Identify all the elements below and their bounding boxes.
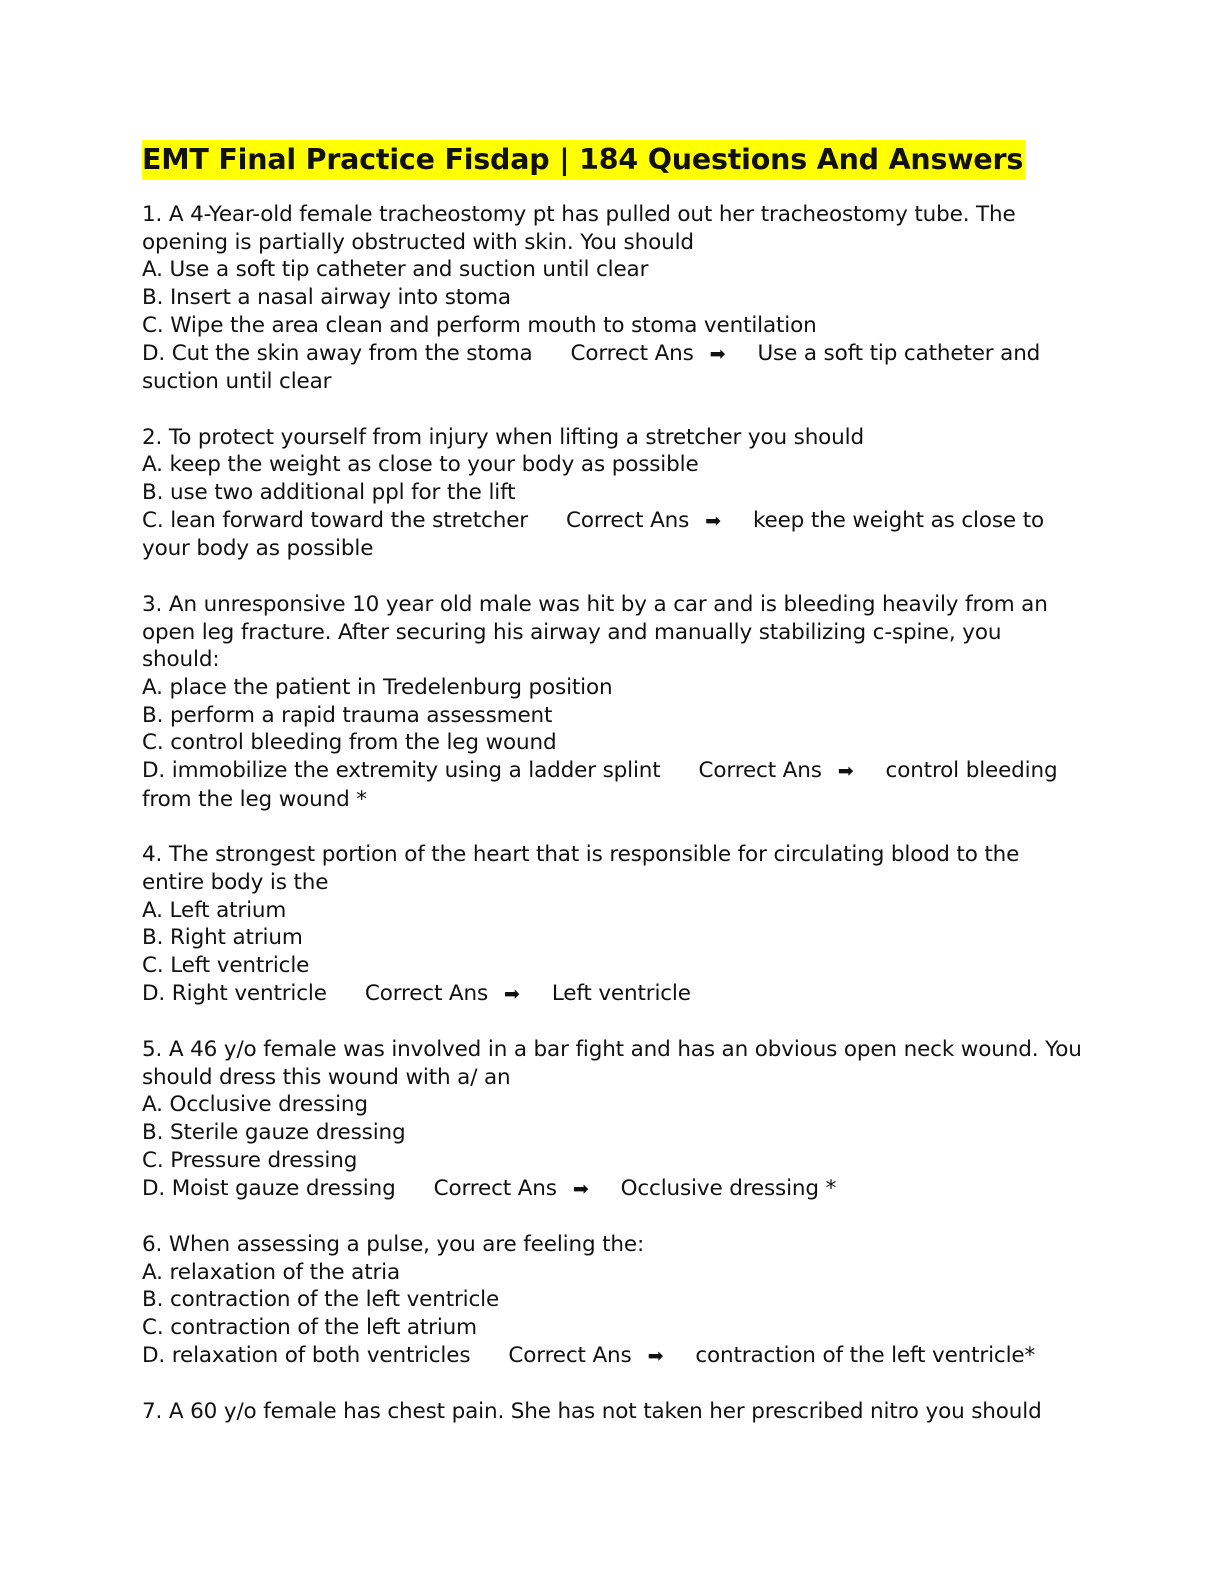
answer-option [142, 1342, 1082, 1371]
answer-option [142, 757, 1082, 813]
correct-answer-text: control bleeding from the leg wound * [142, 758, 1058, 812]
answer-option [142, 1091, 1082, 1119]
option-text: B. perform a rapid trauma assessment [142, 702, 553, 728]
answer-option [142, 451, 1082, 479]
option-text: B. Sterile gauze dressing [142, 1120, 406, 1146]
document-title: EMT Final Practice Fisdap | 184 Questions And Answers [142, 140, 1025, 180]
arrow-right-icon: ➡ [705, 509, 721, 532]
correct-answer-text: Occlusive dressing * [620, 1175, 837, 1201]
question-block [142, 1036, 1082, 1203]
option-text: D. relaxation of both ventricles [142, 1342, 471, 1368]
answer-option [142, 952, 1082, 980]
option-text: A. Use a soft tip catheter and suction until clear [142, 257, 649, 283]
option-text: A. Occlusive dressing [142, 1092, 368, 1118]
answer-option [142, 312, 1082, 340]
correct-answer-label: Correct Ans [565, 507, 690, 533]
option-text: D. Cut the skin away from the stoma [142, 340, 533, 366]
answer-option [142, 507, 1082, 563]
answer-option [142, 1259, 1082, 1287]
option-text: B. Right atrium [142, 925, 303, 951]
correct-answer-label: Correct Ans [433, 1175, 557, 1201]
arrow-right-icon: ➡ [837, 760, 854, 783]
correct-answer-text: keep the weight as close to your body as possible [142, 507, 1044, 562]
answer-option [142, 674, 1082, 702]
option-text: C. Left ventricle [142, 952, 310, 978]
correct-answer-label: Correct Ans [698, 758, 822, 784]
question-list [142, 201, 1082, 1426]
answer-option [142, 1286, 1082, 1314]
option-text: D. Right ventricle [142, 980, 327, 1006]
answer-option [142, 479, 1082, 507]
answer-option [142, 897, 1082, 925]
answer-option [142, 256, 1082, 284]
arrow-right-icon: ➡ [647, 1344, 664, 1367]
document-page [142, 140, 1082, 1454]
option-text: C. Pressure dressing [142, 1147, 358, 1173]
question-block [142, 1398, 1082, 1426]
question-block [142, 1231, 1082, 1371]
question-stem: 1. A 4-Year-old female tracheostomy pt has pulled out her tracheostomy tube. The opening is partially obstructed with skin. You should [142, 202, 1016, 255]
answer-option [142, 1147, 1082, 1175]
option-text: C. lean forward toward the stretcher [142, 507, 528, 533]
arrow-right-icon: ➡ [572, 1177, 589, 1200]
answer-option [142, 1119, 1082, 1147]
correct-answer-text: contraction of the left ventricle* [695, 1342, 1036, 1368]
option-text: A. Left atrium [142, 897, 287, 923]
correct-answer-text: Use a soft tip catheter and suction until clear [142, 340, 1041, 395]
question-stem: 5. A 46 y/o female was involved in a bar fight and has an obvious open neck wound. You should dress this wound with a/ an [142, 1037, 1082, 1090]
option-text: B. Insert a nasal airway into stoma [142, 285, 511, 311]
question-stem: 6. When assessing a pulse, you are feeling the: [142, 1231, 645, 1257]
question-block [142, 424, 1082, 564]
option-text: B. use two additional ppl for the lift [142, 480, 516, 506]
answer-option [142, 924, 1082, 952]
option-text: C. Wipe the area clean and perform mouth to stoma ventilation [142, 312, 817, 338]
correct-answer-label: Correct Ans [364, 980, 489, 1006]
answer-option [142, 980, 1082, 1009]
answer-option [142, 1175, 1082, 1204]
question-stem: 4. The strongest portion of the heart that is responsible for circulating blood to the entire body is the [142, 842, 1020, 895]
question-block [142, 591, 1082, 814]
answer-option [142, 340, 1082, 396]
arrow-right-icon: ➡ [709, 342, 726, 365]
question-block [142, 841, 1082, 1008]
answer-option [142, 702, 1082, 730]
option-text: B. contraction of the left ventricle [142, 1287, 500, 1313]
question-stem: 7. A 60 y/o female has chest pain. She has not taken her prescribed nitro you should [142, 1399, 1042, 1425]
answer-option [142, 729, 1082, 757]
question-stem: 2. To protect yourself from injury when lifting a stretcher you should [142, 424, 864, 450]
arrow-right-icon: ➡ [504, 982, 520, 1005]
option-text: A. keep the weight as close to your body as possible [142, 452, 699, 478]
option-text: D. Moist gauze dressing [142, 1175, 396, 1201]
answer-option [142, 284, 1082, 312]
option-text: A. relaxation of the atria [142, 1259, 401, 1285]
correct-answer-label: Correct Ans [508, 1342, 632, 1368]
answer-option [142, 1314, 1082, 1342]
correct-answer-label: Correct Ans [570, 340, 694, 366]
correct-answer-text: Left ventricle [551, 980, 691, 1006]
option-text: A. place the patient in Tredelenburg position [142, 674, 613, 700]
option-text: D. immobilize the extremity using a ladder splint [142, 758, 661, 784]
question-stem: 3. An unresponsive 10 year old male was hit by a car and is bleeding heavily from an open leg fracture. After securing his airway and manually stabilizing c-spine, you should: [142, 591, 1048, 673]
question-block [142, 201, 1082, 396]
option-text: C. contraction of the left atrium [142, 1315, 477, 1341]
option-text: C. control bleeding from the leg wound [142, 730, 557, 756]
